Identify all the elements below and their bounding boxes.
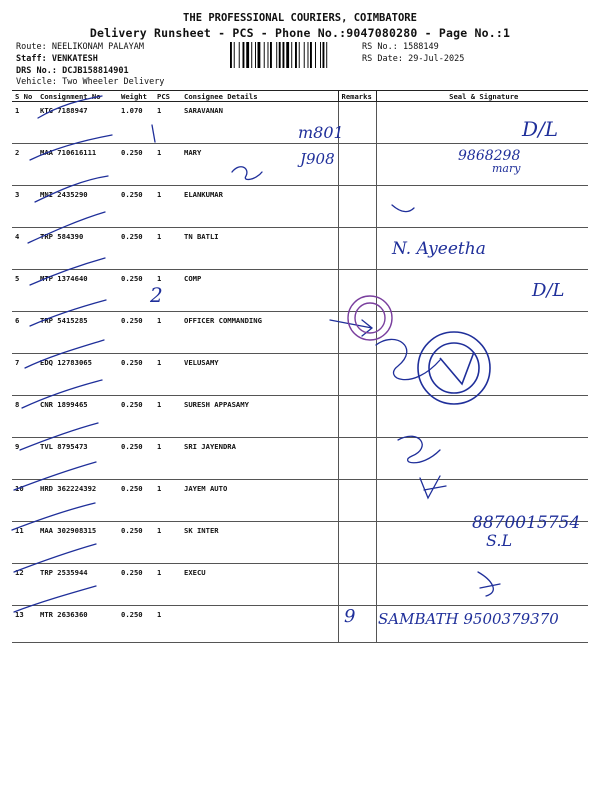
drs-value: DCJB158814901 <box>62 66 129 76</box>
consignment-no-cell: MAA 302908315 <box>37 522 118 564</box>
seal-signature-cell <box>376 438 588 480</box>
hw-row2-sig: 9868298 <box>458 148 521 164</box>
col-header-consignment: Consignment No <box>37 91 118 102</box>
hw-row2-name: mary <box>492 162 521 175</box>
barcode-bar <box>255 42 256 68</box>
drs-line <box>16 66 129 76</box>
table-row <box>12 186 588 228</box>
barcode-bar <box>276 42 277 68</box>
staff-value: VENKATESH <box>51 54 98 64</box>
weight-cell: 0.250 <box>118 480 154 522</box>
sno-cell: 11 <box>12 522 37 564</box>
barcode-bar <box>308 42 309 68</box>
sno-cell: 1 <box>12 102 37 144</box>
table-header-row <box>12 91 588 102</box>
weight-cell: 1.070 <box>118 102 154 144</box>
seal-signature-cell <box>376 102 588 144</box>
sno-cell: 3 <box>12 186 37 228</box>
sno-cell: 6 <box>12 312 37 354</box>
seal-signature-cell <box>376 312 588 354</box>
consignee-cell: TN BATLI <box>181 228 338 270</box>
consignee-cell: JAYEM AUTO <box>181 480 338 522</box>
consignment-no-cell: EDQ 12783065 <box>37 354 118 396</box>
barcode-bar <box>243 42 245 68</box>
table-row <box>12 228 588 270</box>
sno-cell: 2 <box>12 144 37 186</box>
seal-signature-cell <box>376 144 588 186</box>
barcode-bar <box>268 42 269 68</box>
barcode-bar <box>304 42 305 68</box>
company-name: THE PROFESSIONAL COURIERS, COIMBATORE <box>183 12 417 24</box>
hw-row4-sig: N. Ayeetha <box>392 239 486 259</box>
barcode-bar <box>295 42 297 68</box>
route-label: Route: <box>16 42 47 52</box>
barcode-bar <box>286 42 289 68</box>
weight-cell: 0.250 <box>118 438 154 480</box>
consignment-no-cell: MTP 1374640 <box>37 270 118 312</box>
pcs-cell: 1 <box>154 186 181 228</box>
remarks-cell <box>338 354 376 396</box>
hw-row11-initials: S.L <box>486 531 513 550</box>
pcs-cell: 1 <box>154 144 181 186</box>
barcode-bar <box>230 42 232 68</box>
consignment-no-cell: MNI 2435290 <box>37 186 118 228</box>
rs-no-line <box>362 42 439 52</box>
rs-date-line <box>362 54 464 64</box>
seal-signature-cell <box>376 522 588 564</box>
rs-date-value: 29-Jul-2025 <box>408 54 465 64</box>
weight-cell: 0.250 <box>118 396 154 438</box>
consignee-cell: OFFICER COMMANDING <box>181 312 338 354</box>
weight-cell: 0.250 <box>118 564 154 606</box>
barcode-bar <box>315 42 316 68</box>
seal-signature-cell <box>376 354 588 396</box>
pcs-cell: 1 <box>154 438 181 480</box>
col-header-consignee: Consignee Details <box>181 91 338 102</box>
remarks-cell <box>338 522 376 564</box>
consignee-cell: SRI JAYENDRA <box>181 438 338 480</box>
barcode-bar <box>234 42 235 68</box>
sno-cell: 13 <box>12 606 37 643</box>
barcode-bar <box>258 42 261 68</box>
staff-label: Staff: <box>16 54 47 64</box>
seal-signature-cell <box>376 564 588 606</box>
sno-cell: 4 <box>12 228 37 270</box>
weight-cell: 0.250 <box>118 354 154 396</box>
barcode-bar <box>291 42 292 68</box>
hw-row13-sig: SAMBATH 9500379370 <box>378 610 559 628</box>
drs-label: DRS No.: <box>16 66 57 76</box>
route-value: NEELIKONAM PALAYAM <box>51 42 144 52</box>
weight-cell: 0.250 <box>118 312 154 354</box>
hw-row13-remark: 9 <box>344 606 356 627</box>
consignee-cell <box>181 606 338 643</box>
barcode-bar <box>246 42 249 68</box>
hw-row5-sig: D/L <box>532 280 565 301</box>
runsheet-table <box>12 90 588 643</box>
table-row <box>12 144 588 186</box>
pcs-cell: 1 <box>154 354 181 396</box>
barcode-bar <box>310 42 312 68</box>
remarks-cell <box>338 396 376 438</box>
consignment-no-cell: TVL 8795473 <box>37 438 118 480</box>
table-row <box>12 522 588 564</box>
remarks-cell <box>338 102 376 144</box>
consignment-no-cell: TRP 2535944 <box>37 564 118 606</box>
remarks-cell <box>338 186 376 228</box>
remarks-cell <box>338 228 376 270</box>
seal-signature-cell <box>376 606 588 643</box>
runsheet-title: Delivery Runsheet - PCS - Phone No.:9047080280 - Page No.:1 <box>89 26 511 40</box>
weight-cell: 0.250 <box>118 270 154 312</box>
pcs-cell: 1 <box>154 228 181 270</box>
sno-cell: 7 <box>12 354 37 396</box>
hw-row11-sig: 8870015754 <box>472 513 581 533</box>
col-header-seal: Seal & Signature <box>376 91 588 102</box>
pcs-cell: 1 <box>154 522 181 564</box>
consignee-cell: SARAVANAN <box>181 102 338 144</box>
remarks-cell <box>338 270 376 312</box>
table-row <box>12 270 588 312</box>
barcode-bar <box>323 42 325 68</box>
route-line <box>16 42 144 52</box>
pcs-cell: 1 <box>154 606 181 643</box>
consignment-no-cell: CNR 1899465 <box>37 396 118 438</box>
seal-signature-cell <box>376 228 588 270</box>
consignment-no-cell: MAA 710616111 <box>37 144 118 186</box>
sno-cell: 9 <box>12 438 37 480</box>
hw-row1-sig: D/L <box>522 117 559 141</box>
seal-signature-cell <box>376 270 588 312</box>
barcode-bar <box>299 42 300 68</box>
table-row <box>12 312 588 354</box>
col-header-sno: S No <box>12 91 37 102</box>
consignment-no-cell: TRP 584390 <box>37 228 118 270</box>
pcs-cell: 1 <box>154 396 181 438</box>
remarks-cell <box>338 606 376 643</box>
remarks-cell <box>338 312 376 354</box>
pcs-cell: 1 <box>154 270 181 312</box>
consignee-cell: MARY <box>181 144 338 186</box>
table-row <box>12 564 588 606</box>
table-row <box>12 606 588 643</box>
table-row <box>12 438 588 480</box>
hw-row2-remark: J908 <box>300 150 335 168</box>
consignee-cell: COMP <box>181 270 338 312</box>
consignee-cell: SK INTER <box>181 522 338 564</box>
barcode-bar <box>279 42 281 68</box>
staff-line <box>16 54 98 64</box>
pcs-cell: 1 <box>154 102 181 144</box>
remarks-cell <box>338 438 376 480</box>
barcode-bar <box>251 42 252 68</box>
sno-cell: 8 <box>12 396 37 438</box>
consignment-no-cell: HRD 362224392 <box>37 480 118 522</box>
sno-cell: 10 <box>12 480 37 522</box>
sno-cell: 5 <box>12 270 37 312</box>
rs-no-label: RS No.: <box>362 42 398 52</box>
weight-cell: 0.250 <box>118 186 154 228</box>
pcs-cell: 1 <box>154 312 181 354</box>
col-header-weight: Weight <box>118 91 154 102</box>
remarks-cell <box>338 144 376 186</box>
col-header-remarks: Remarks <box>338 91 376 102</box>
seal-signature-cell <box>376 396 588 438</box>
weight-cell: 0.250 <box>118 522 154 564</box>
vehicle-line <box>16 77 164 87</box>
consignment-no-cell: KTG 7188947 <box>37 102 118 144</box>
hw-row1-remark: m801 <box>298 123 344 142</box>
barcode-bar <box>283 42 285 68</box>
vehicle-label: Vehicle: <box>16 77 57 87</box>
table-row <box>12 354 588 396</box>
rs-date-label: RS Date: <box>362 54 403 64</box>
vehicle-value: Two Wheeler Delivery <box>62 77 165 87</box>
weight-cell: 0.250 <box>118 144 154 186</box>
hw-row5-pcs-mark: 2 <box>150 283 163 307</box>
weight-cell: 0.250 <box>118 606 154 643</box>
weight-cell: 0.250 <box>118 228 154 270</box>
table-row <box>12 102 588 144</box>
consignee-cell: VELUSAMY <box>181 354 338 396</box>
seal-signature-cell <box>376 480 588 522</box>
barcode-bar <box>326 42 327 68</box>
barcode <box>230 42 354 68</box>
consignment-no-cell: MTR 2636360 <box>37 606 118 643</box>
remarks-cell <box>338 480 376 522</box>
consignee-cell: EXECU <box>181 564 338 606</box>
pcs-cell: 1 <box>154 480 181 522</box>
remarks-cell <box>338 564 376 606</box>
consignee-cell: ELANKUMAR <box>181 186 338 228</box>
consignee-cell: SURESH APPASAMY <box>181 396 338 438</box>
barcode-bar <box>270 42 272 68</box>
seal-signature-cell <box>376 186 588 228</box>
table-row <box>12 396 588 438</box>
barcode-bar <box>264 42 265 68</box>
rs-no-value: 1588149 <box>402 42 439 52</box>
sno-cell: 12 <box>12 564 37 606</box>
barcode-bar <box>239 42 240 68</box>
col-header-pcs: PCS <box>154 91 181 102</box>
pcs-cell: 1 <box>154 564 181 606</box>
consignment-no-cell: TRP 5415285 <box>37 312 118 354</box>
barcode-bar <box>320 42 321 68</box>
table-row <box>12 480 588 522</box>
